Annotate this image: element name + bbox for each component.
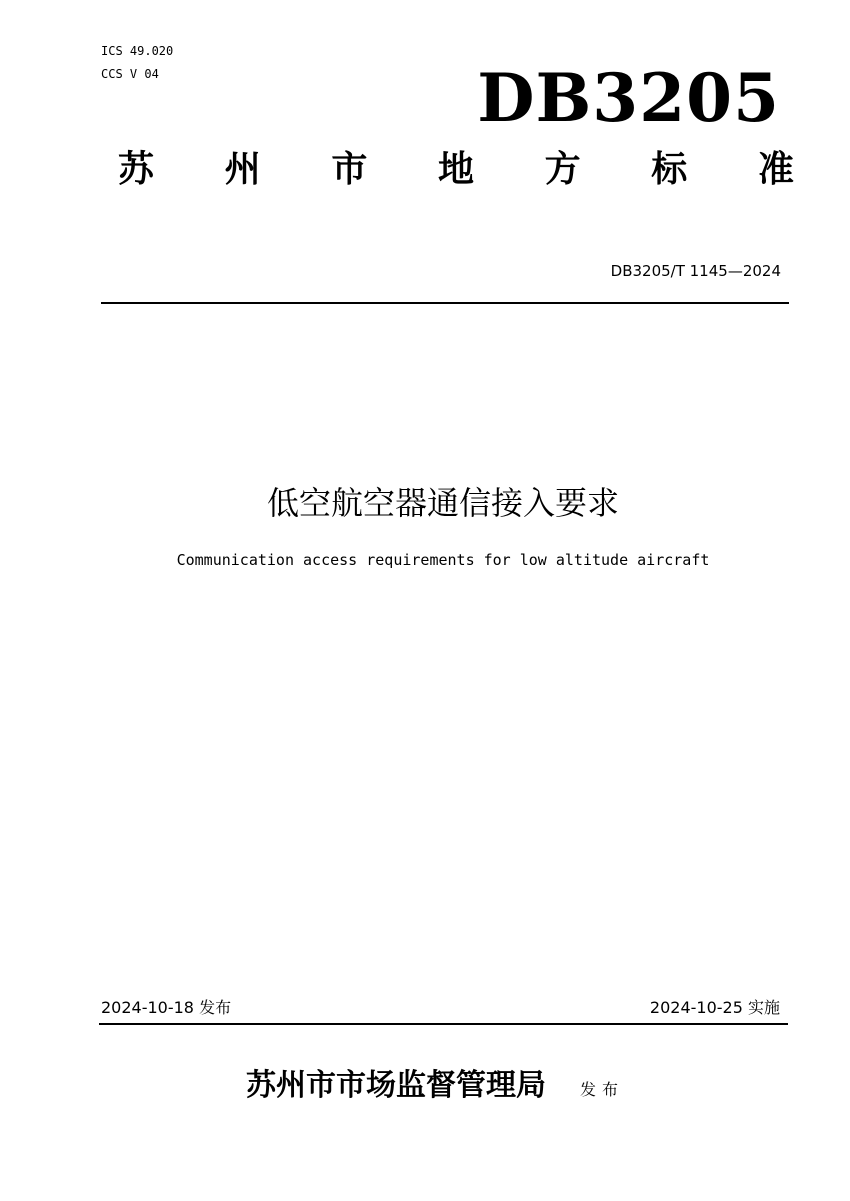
- bottom-divider: [99, 1023, 788, 1025]
- ics-code: ICS 49.020: [101, 44, 174, 58]
- document-title-chinese: 低空航空器通信接入要求: [266, 484, 619, 522]
- standard-type-char: 苏: [118, 148, 155, 190]
- standard-type-heading: [118, 146, 794, 192]
- document-title-english: Communication access requirements for low altitude aircraft: [176, 551, 710, 569]
- standard-type-char: 州: [224, 148, 261, 190]
- top-divider: [101, 302, 789, 304]
- standard-type-char: 市: [331, 148, 368, 190]
- standard-type-char: 方: [544, 148, 581, 190]
- publisher-block: [246, 1066, 624, 1106]
- standard-type-char: 准: [757, 148, 794, 190]
- standard-logo: DB3205: [477, 59, 780, 137]
- publisher-name: 苏州市市场监督管理局: [246, 1068, 546, 1103]
- standard-type-char: 地: [437, 148, 474, 190]
- publish-label: 发布: [580, 1080, 625, 1099]
- implementation-date: 2024-10-25 实施: [649, 998, 780, 1017]
- standard-type-char: 标: [651, 148, 688, 190]
- standard-number: DB3205/T 1145—2024: [610, 262, 781, 280]
- ccs-code: CCS V 04: [101, 67, 159, 81]
- issue-date: 2024-10-18 发布: [101, 998, 232, 1017]
